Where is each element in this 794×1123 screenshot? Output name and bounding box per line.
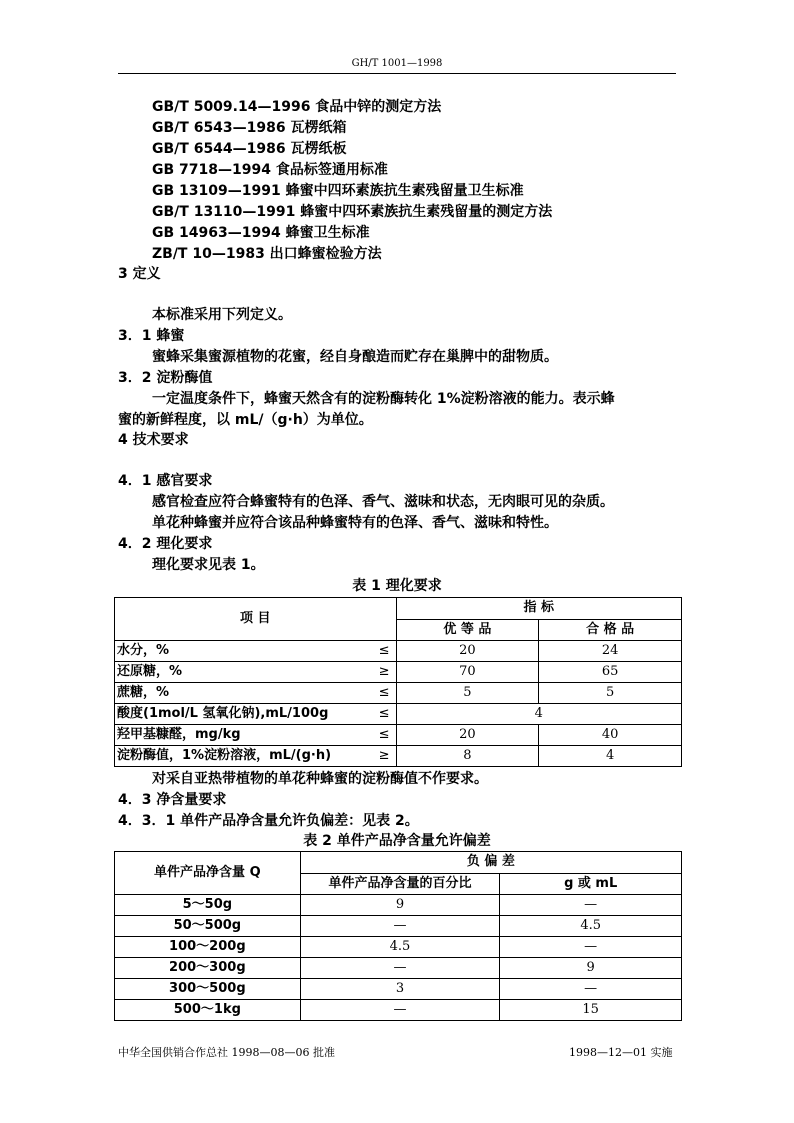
table-1-item-cell <box>115 704 397 725</box>
net-content-range: 50～500g <box>115 916 301 937</box>
table-1-grade-2-header: 合 格 品 <box>539 619 682 641</box>
net-content-range: 5～50g <box>115 895 301 916</box>
percent-value: 3 <box>300 979 500 1000</box>
item-label: 酸度(1mol/L 氢氧化钠),mL/100g <box>117 706 329 721</box>
table-1-item-cell <box>115 746 397 767</box>
table-row <box>115 958 682 979</box>
ref-line: GB 7718—1994 食品标签通用标准 <box>152 162 388 178</box>
percent-value: 9 <box>300 895 500 916</box>
table-1-grade-1-header: 优 等 品 <box>396 619 539 641</box>
grade-1-value: 8 <box>396 746 539 767</box>
grade-1-value: 20 <box>396 641 539 662</box>
item-label: 水分，% <box>117 643 170 658</box>
table-row <box>115 641 682 662</box>
table-1-item-header: 项 目 <box>115 598 397 641</box>
def-2-text-1: 一定温度条件下，蜂蜜天然含有的淀粉酶转化 1%淀粉溶液的能力。表示蜂 <box>152 391 615 407</box>
item-label: 羟甲基糠醛，mg/kg <box>117 727 241 742</box>
ref-line: ZB/T 10—1983 出口蜂蜜检验方法 <box>152 246 382 262</box>
table-row <box>115 746 682 767</box>
table-2-percent-header: 单件产品净含量的百分比 <box>300 873 500 895</box>
item-label: 淀粉酶值，1%淀粉溶液，mL/(g·h) <box>117 748 332 763</box>
gml-value: 4.5 <box>500 916 682 937</box>
section-4-heading: 4 技术要求 <box>118 432 189 448</box>
table-row <box>115 916 682 937</box>
table-1-item-cell <box>115 641 397 662</box>
section-4-2-heading: 4．2 理化要求 <box>118 536 213 552</box>
net-content-range: 500～1kg <box>115 1000 301 1021</box>
def-2-text-2: 蜜的新鲜程度，以 mL/（g·h）为单位。 <box>118 412 373 428</box>
net-content-range: 300～500g <box>115 979 301 1000</box>
ref-line: GB/T 5009.14—1996 食品中锌的测定方法 <box>152 99 442 115</box>
percent-value: 4.5 <box>300 937 500 958</box>
table-1-note: 对采自亚热带植物的单花种蜂蜜的淀粉酶值不作要求。 <box>152 771 488 787</box>
def-1-heading: 3．1 蜂蜜 <box>118 328 185 344</box>
net-content-range: 200～300g <box>115 958 301 979</box>
table-row <box>115 662 682 683</box>
def-1-text: 蜜蜂采集蜜源植物的花蜜，经自身酿造而贮存在巢脾中的甜物质。 <box>152 349 558 365</box>
table-1-item-cell <box>115 683 397 704</box>
grade-2-value: 40 <box>539 725 682 746</box>
table-2-deviation-header: 负 偏 差 <box>300 852 681 874</box>
comparison-sign: ≤ <box>378 643 390 658</box>
merged-value: 4 <box>396 704 681 725</box>
gml-value: 15 <box>500 1000 682 1021</box>
net-content-range: 100～200g <box>115 937 301 958</box>
ref-line: GB/T 6543—1986 瓦楞纸箱 <box>152 120 347 136</box>
ref-line: GB 13109—1991 蜂蜜中四环素族抗生素残留量卫生标准 <box>152 183 524 199</box>
grade-2-value: 24 <box>539 641 682 662</box>
def-2-heading: 3．2 淀粉酶值 <box>118 370 213 386</box>
table-2 <box>114 851 682 1021</box>
gml-value: — <box>500 895 682 916</box>
grade-1-value: 20 <box>396 725 539 746</box>
table-1-item-cell <box>115 662 397 683</box>
comparison-sign: ≤ <box>378 727 390 742</box>
section-4-1-heading: 4．1 感官要求 <box>118 473 213 489</box>
table-1-item-cell <box>115 725 397 746</box>
section-4-3-1-text: 4．3．1 单件产品净含量允许负偏差：见表 2。 <box>118 813 419 829</box>
percent-value: — <box>300 958 500 979</box>
table-row <box>115 937 682 958</box>
percent-value: — <box>300 1000 500 1021</box>
table-1-index-header: 指 标 <box>396 598 681 620</box>
grade-1-value: 70 <box>396 662 539 683</box>
table-1 <box>114 597 682 767</box>
section-3-intro: 本标准采用下列定义。 <box>152 307 292 323</box>
header-rule <box>118 73 676 74</box>
comparison-sign: ≤ <box>378 706 390 721</box>
table-2-caption: 表 2 单件产品净含量允许偏差 <box>303 833 491 849</box>
table-row <box>115 725 682 746</box>
section-4-1-text-2: 单花种蜂蜜并应符合该品种蜂蜜特有的色泽、香气、滋味和特性。 <box>152 515 558 531</box>
ref-line: GB/T 13110—1991 蜂蜜中四环素族抗生素残留量的测定方法 <box>152 204 553 220</box>
table-2-gml-header: g 或 mL <box>500 873 682 895</box>
table-row <box>115 1000 682 1021</box>
gml-value: 9 <box>500 958 682 979</box>
section-3-heading: 3 定义 <box>118 266 161 282</box>
section-4-1-text-1: 感官检查应符合蜂蜜特有的色泽、香气、滋味和状态，无肉眼可见的杂质。 <box>152 494 614 510</box>
gml-value: — <box>500 979 682 1000</box>
gml-value: — <box>500 937 682 958</box>
grade-2-value: 65 <box>539 662 682 683</box>
footer-effective: 1998—12—01 实施 <box>569 1046 673 1059</box>
table-1-caption: 表 1 理化要求 <box>352 578 442 594</box>
grade-1-value: 5 <box>396 683 539 704</box>
ref-line: GB 14963—1994 蜂蜜卫生标准 <box>152 225 370 241</box>
section-4-2-text: 理化要求见表 1。 <box>152 557 265 573</box>
comparison-sign: ≤ <box>378 685 390 700</box>
grade-2-value: 5 <box>539 683 682 704</box>
table-row <box>115 979 682 1000</box>
percent-value: — <box>300 916 500 937</box>
table-row <box>115 895 682 916</box>
ref-line: GB/T 6544—1986 瓦楞纸板 <box>152 141 347 157</box>
comparison-sign: ≥ <box>378 748 390 763</box>
table-row <box>115 704 682 725</box>
table-row <box>115 683 682 704</box>
item-label: 还原糖，% <box>117 664 183 679</box>
grade-2-value: 4 <box>539 746 682 767</box>
page-header-code: GH/T 1001—1998 <box>351 58 443 69</box>
table-2-q-header: 单件产品净含量 Q <box>115 852 301 895</box>
comparison-sign: ≥ <box>378 664 390 679</box>
section-4-3-heading: 4．3 净含量要求 <box>118 792 227 808</box>
item-label: 蔗糖，% <box>117 685 170 700</box>
footer-approved: 中华全国供销合作总社 1998—08—06 批准 <box>118 1046 335 1059</box>
